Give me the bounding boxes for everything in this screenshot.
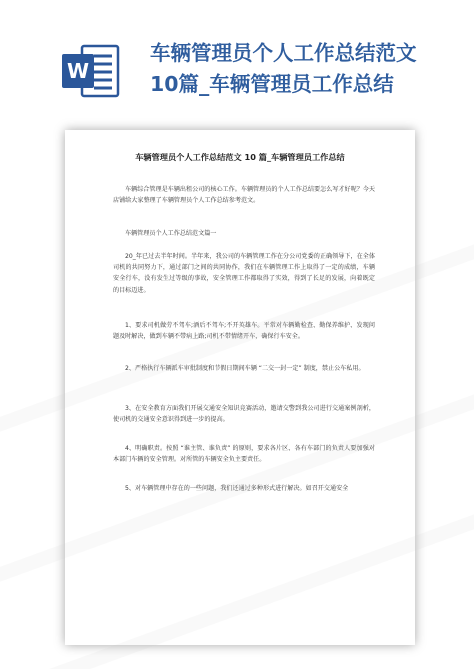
paragraph-item-2: 2、严格执行车辆派车审批制度和节假日期间车辆 “二交一封一定” 制度，禁止公车私用。 <box>125 365 365 372</box>
paragraph-summary: 20_年已过去半年时间。半年来，我公司的车辆管理工作在分公司党委的正确领导下，在全体司机的共同努力下，通过部门之间的共同协作，我们在车辆管理工作上取得了一定的成绩，车辆安全行车，没有发生过等级的事故，安全管理工作都取得了实效，得到了长足的发展，向着既定的目标迈进。 <box>113 253 375 294</box>
paragraph-item-4: 4、明确职责。按照 “谁主管、谁负责” 的原则，要求各片区、各有车部门的负责人要加强对本部门车辆的安全管理。对所管的车辆安全负主要责任。 <box>113 445 375 464</box>
page-title-line-2: 10篇_车辆管理员工作总结 <box>150 72 394 96</box>
page-header <box>0 0 474 120</box>
paragraph-item-1: 1、要求司机做劳不驾车;酒后不驾车;不开英雄车。平常对车辆勤检查、勤保养维护、发现问题及时解决，做到车辆不带病上路;司机不带情绪开车，确保行车安全。 <box>113 322 375 341</box>
section-heading: 车辆管理员个人工作总结范文篇一 <box>125 230 217 237</box>
document-preview <box>65 130 415 645</box>
paragraph-intro: 车辆综合管理是车辆出租公司的核心工作。车辆管理员的个人工作总结要怎么写才好呢？今天店铺给大家整理了车辆管理员个人工作总结参考范文。 <box>113 186 375 205</box>
word-document-icon <box>60 40 122 102</box>
paragraph-item-5: 5、对车辆管理中存在的一些问题，我们还通过多种形式进行解决。如召开交通安全 <box>125 485 349 492</box>
document-title: 车辆管理员个人工作总结范文 10 篇_车辆管理员工作总结 <box>135 152 345 162</box>
paragraph-item-3: 3、在安全教育方面我们开展交通安全知识竞赛活动，邀请交警到我公司进行交通案例剖析，使司机的交通安全意识得到进一步的提高。 <box>113 405 375 424</box>
word-icon-letter: W <box>66 59 90 83</box>
page-title-line-1: 车辆管理员个人工作总结范文 <box>150 41 417 65</box>
page-title <box>150 38 465 100</box>
